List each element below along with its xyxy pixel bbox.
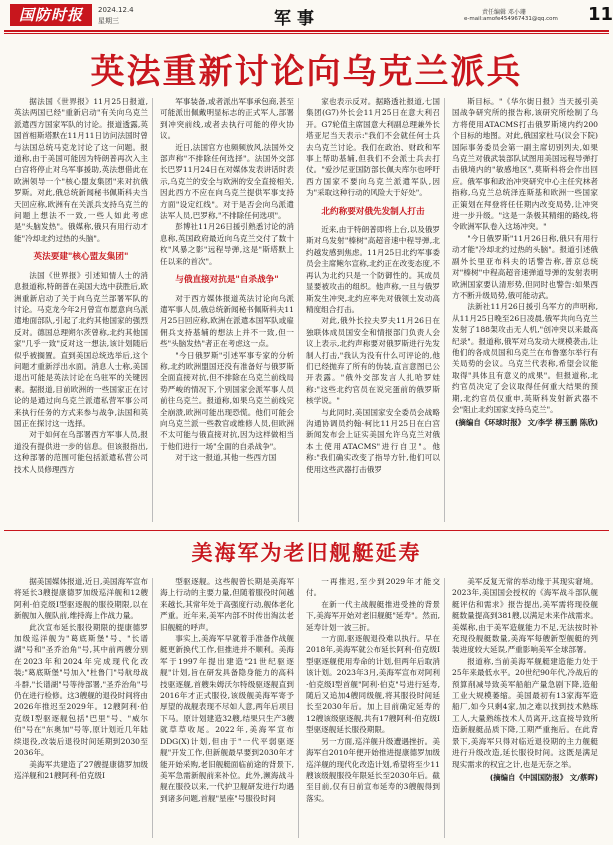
article2-column-3 — [306, 576, 440, 840]
article1-paragraph: 近来,由于特朗普即将上台,以及俄罗斯对乌发射"榛树"高超音速中程导弹,北约越发感到焦虑。11月25日北约军事委员会主席鲍尔宣称,北约正在改变态度,不再认为北约只是一个防御性的。其成员显要被攻击的组织。他声称,一旦与俄罗斯发生冲突,北约应率先对俄领土发动高精度组合打击。 — [306, 225, 440, 314]
article1-column-1 — [14, 96, 148, 526]
masthead-rule-thin — [4, 33, 609, 34]
article2-paragraph: 事实上,美海军早就着手准备作战舰艇更新换代工作,但推进并不顺利。美海军于1997年提出建造"21世纪驱逐舰"计划,旨在研发具备隐身能力的高科技驱逐舰,首艘朱姆沃尔特级驱逐舰直到2016年才正式服役,该级舰美海军寄予厚望的战舰表现不尽如人意,两年后项目下马。原计划建造32艘,结果只生产3艘就草草收尾。2022年,美海军宣布DDG(X)计划,但由于"一代平弱驱逐舰"开发工作,但新舰最早要到2030年才能开始采购,老旧舰艇面临前途的背景下,美军急需新舰前来补位。此外,濒海战斗舰在服役以来,一代护卫舰研发进行均遇到诸多问题,首舰"星座"号服役时间 — [160, 634, 294, 803]
article1-paragraph: 彭博社11月26日援引熟悉讨论的消息称,英国政府最近向乌克兰交付了数十枚"风暴之影"远程导弹,这是"斯塔默上任以来的首次"。 — [160, 222, 294, 266]
article2-column-1 — [14, 576, 148, 840]
article1-paragraph: 斯目标。"《华尔街日报》当天援引美国战争研究所的报告称,该研究所绘制了乌方将使用ATACMS打击俄罗斯境内约200个目标的地图。对此,俄国家杜马(议会下院)国际事务委员会第一副主席切别列夫,如果乌克兰对俄武装部队试图用美国远程导弹打击俄境内的"敏感地区",莫斯科将会作出回应。俄军事和政治冲突研究中心主任究林者指称,乌克兰总统泽连斯基和欧洲一些国家正策划在拜登将任任期内改变局势,让冲突进一步升级。"这是一条极其精细的路线,将令欧洲军队卷入这场冲突。" — [452, 97, 598, 232]
article2-paragraph: 一再推迟,至少到2029年才能交付。 — [306, 577, 440, 598]
article1-paragraph: 近日,法国官方也频频放风,法国外交部声称"不排除任何选择"。法国外交部长巴罗11月24日在对媒体发表讲话时表示,乌克兰的安全与欧洲的安全直接相关,因此西方不应在向乌克兰提供军事支持方面"设定红线"。对于是否会向乌派遣法军人员,巴罗称,"不排除任何选项"。 — [160, 142, 294, 221]
page-number: 11 — [588, 4, 613, 25]
article2-paragraph: 美海军共建造了27艘提康德罗加级巡洋舰和21艘阿利·伯克级Ⅰ — [14, 759, 148, 780]
article2-paragraph: 此次宣布延长服役期限的提康德罗加级巡洋舰为"葛底斯堡"号、"长谱湖"号和"圣乔治角"号,其中前两艘分别在2023年和2024年完成现代化改装;"葛底斯堡"号加入"杜鲁门"号航母战斗群,"长谱湖"号等待部署,"圣乔治角"号仍在进行检修。这3艘舰的退役时间将由2026年推迟至2029年。12艘阿利·伯克级Ⅰ型驱逐舰包括"巴里"号、"威尔伯"号在"东奥加"号等,原计划近几年陆续退役,改装后退役时间延期到2030至2036年。 — [14, 622, 148, 758]
article1-paragraph: "今日俄罗斯"引述军事专家的分析称,北约欧洲盟国还没有准备好与俄罗斯全面直接对抗,但不排除在乌克兰前线局势严峻的情况下,个别国家会派军事人员前往乌克兰。报道称,如果乌克兰前线完全崩溃,欧洲可能出现恐慌。他们可能会向乌克兰派一些教官或维修人员,但欧洲不太可能与俄直接对抗,因为这样做相当于他们进行一场"全面的自杀战争"。 — [160, 350, 294, 451]
article1-subhead-3: 北约称要对俄先发制人打击 — [321, 206, 425, 217]
article2-paragraph: 美军反复无常的举动缘于其现实窘境。2023年,美国国会授权的《海军战斗部队舰艇评估和需求》报告提出,美军需将现役舰艇数量提高到381艘,以满足未来作战需求。美媒称,由于美军造舰能力不足,无法按时补充现役舰艇数量,美海军每艘新型舰艇的列装进度较大延误,严重影响美军全球部署。 — [452, 577, 598, 655]
column-divider — [444, 98, 445, 522]
article1-paragraph: 法国《世界报》引述知情人士的消息报道称,特朗普在美国大选中获胜后,欧洲重新启动了关于向乌克兰部署军队的讨论。马克龙今年2月曾宣布愿意向乌派遣地面部队,引起了北约其他国家的强烈反对。德国总理朔尔茨曾称,北约其他国家"几乎一致"反对这一想法,该计划随后似乎被搁置。直到美国总统选举后,这个问题才重新浮出水面。消息人士称,美国退出可能是英法讨论在乌驻军的关键因素。据报道,目前欧洲的一些国家正在讨论的是通过向乌克兰派遣私营军事公司来执行任务的方式来参与战争,法国和英国正在探讨这一选择。 — [14, 270, 148, 428]
section-title: 军事 — [274, 9, 320, 29]
article1-paragraph: 据法国《世界报》11月25日报道,英法两国已经"重新启动"有关向乌克兰派遣西方国家军队的讨论。报道透露,英国首相斯塔默在11月11日访问法国时曾与法国总统马克龙讨论了这一问题。报道称,由于美国可能因为特朗普再次入主白宫将停止对乌军事援助,英法想借此在欧洲领导一个"核心盟友集团"来对抗俄罗斯。对此,俄总统新闻秘书佩斯科夫当天回应称,欧洲有在关派兵支持乌克兰的问题上想法不一致,一些人如此考虑是"头脑发热"。俄媒称,俄只有用行动才能"冷却北约过热的头脑"。 — [14, 97, 148, 243]
article1-paragraph: 对此,俄外长拉夫罗夫11月26日在独联体成员国安全和情报部门负责人会议上表示,北约声称要对俄罗斯进行先发制人打击,"我认为没有什么可评论的,他们已经抛弃了所有的伪装,直言意图已公开表露。"俄外交部发言人扎哈罗娃称:"这些北约官员在说完蛋前的俄罗斯核学说。" — [306, 316, 440, 406]
article2-headline: 美海军为老旧舰艇延寿 — [191, 541, 422, 565]
article1-paragraph: 法新社11月26日援引乌军方的声明称,从11月25日晚至26日凌晨,俄军共向乌克兰发射了188架攻击无人机,"创冲突以来最高纪录"。报道称,俄军对乌发动大规模袭击,让他们的各成员国和乌克兰在布鲁塞尔举行有关局势的会议。乌克兰代表称,希望会议能取得"具体且有意义的成果"。但报道称,北约官员决定了会议取得任何重大结果的预期,北约官员仅重申,英斯科发射新武器不会"阻止北约国家支持乌克兰"。 — [452, 302, 598, 414]
article1-paragraph: 军事装备,或者派出军事承包商,甚至可能派出佩戴明显标志的正式军人,部署到冲突前线,或者去执行可能的停火协议。 — [160, 97, 294, 141]
article1-headline: 英法重新讨论向乌克兰派兵 — [90, 52, 523, 92]
column-divider — [444, 578, 445, 838]
article2-paragraph: 另一方面,巡洋舰升级遭遇挫折。美海军自2010年便开始推进提康德罗加级巡洋舰的现代化改造计划,希望将至少11艘该级舰服役年限延长至2030年后。截至目前,仅有日前宣布延寿的3艘舰得到落实。 — [306, 736, 440, 803]
column-divider — [152, 578, 153, 838]
article1-paragraph: 与此同时,美国国家安全委员会战略沟通协调员约翰·柯比11月25日在白宫新闻发布会上证实美国允许乌克兰对俄本土使用ATACMS"进行自卫"。他称:"我们确实改变了指导方针,他们可以使用这些武器打击俄罗 — [306, 407, 440, 474]
article2-paragraph: 报道称,当前美海军舰艇建造能力处于25年来最低水平。20世纪90年代,冷战后的预算削减导致美军船舶产量急剧下降,造船工业大规模萎缩。美国最初有13家海军造船厂,如今只剩4家,加之难以找到技术熟练工人,大量熟练技术人员离开,这直接导致所造新舰艇品质下降,工期严重拖后。在此背景下,美海军只得对临近退役期的主力舰艇进行升级改造,延长服役时间。这既是满足现实需求的权宜之计,也是无奈之举。 — [452, 656, 598, 769]
article2-paragraph: 据美国媒体报道,近日,美国海军宣布将延长3艘提康德罗加级巡洋舰和12艘阿利·伯克级Ⅰ型驱逐舰的服役期限,以在新舰加入舰队前,维持海上作战力量。 — [14, 577, 148, 621]
issue-date: 2024.12.4 — [98, 6, 134, 14]
article1-paragraph: 家也表示反对。据路透社报道,七国集团(G7)外长会11月25日在意大利召开。G7轮值主席国意大利副总理兼外长塔亚尼当天表示:"我们不会就任何士兵去乌克兰讨论。我们在政治、财政和军事上帮助基辅,但我们不会派士兵去打仗。"爱沙尼亚国防部长佩夫库尔也呼吁西方国家不要向乌克兰派遣军队,因为"采取这种行动的风险大于好处"。 — [306, 97, 440, 198]
article2-paragraph: 在新一代主战舰艇推进受挫的背景下,美海军开始对老旧舰艇"延寿"。然而,延寿计划一波三折。 — [306, 599, 440, 632]
masthead-rule — [4, 30, 609, 32]
article1-subhead-1: 英法要建"核心盟友集团" — [33, 252, 129, 263]
editor-email: e-mail:amofe454967431@qq.com — [464, 16, 558, 22]
column-divider — [298, 98, 299, 522]
article1-paragraph: 对于西方媒体报道英法讨论向乌派遣军事人员,俄总统新闻秘书佩斯科夫11月25日回应称,欧洲在派遣本国军队或雇佣兵支持基辅的想法上并不一致,但一些"头脑发热"者正在考虑这一点。 — [160, 293, 294, 349]
newspaper-logo: 国防时报 — [10, 4, 92, 26]
column-divider — [152, 98, 153, 522]
article1-byline: (摘编自《环球时报》 文/李学 柳玉鹏 陈欣) — [455, 418, 598, 428]
article1-subhead-2: 与俄直接对抗是"自杀战争" — [175, 275, 279, 286]
column-divider — [298, 578, 299, 838]
article2-paragraph: 型驱逐舰。这些舰曾长期是美海军海上行动的主要力量,但随着服役时间越来越长,其常年处于高强度行动,舰体老化严重。近年来,美军内部不时传出淘汰老旧舰艇的呼声。 — [160, 577, 294, 632]
article1-paragraph: 对于这一报道,其他一些西方国 — [175, 453, 277, 463]
article1-column-2 — [160, 96, 294, 526]
article2-paragraph: 一方面,驱逐舰退役难以执行。早在2018年,美海军就公布延长阿利·伯克级Ⅰ型驱逐舰使用寿命的计划,但两年后取消该计划。2023年3月,美海军宣布对阿利·伯克级Ⅰ型首舰"阿利·伯克"号进行延寿,随后又追加4艘同级舰,将其服役时间延长至2030年后。加上目前确定延寿的12艘该级驱逐舰,共有17艘阿利·伯克级Ⅰ型驱逐舰延长服役期限。 — [306, 634, 440, 735]
issue-weekday: 星期三 — [98, 17, 119, 25]
masthead — [4, 4, 613, 30]
article2-column-2 — [160, 576, 294, 840]
article1-column-3 — [306, 96, 440, 526]
article2-column-4 — [452, 576, 598, 840]
article1-paragraph: 对于如何在乌部署西方军事人员,报道没有提供进一步的信息。但该报指出,这种部署的范围可能包括派遣私营公司技术人员修理西方 — [14, 430, 148, 474]
editor-credit: 责任编辑 邓小珊 — [482, 9, 526, 16]
article-separator — [4, 530, 609, 531]
article1-paragraph: "今日俄罗斯"11月26日称,俄只有用行动才能"冷却北约过热的头脑"。报道引述俄副外长里亚布科夫的话警告称,普京总统对"榛树"中程高超音速弹道导弹的发射表明欧洲国家要认清形势,但同时也警告:如果西方不断升级局势,俄可能动武。 — [452, 233, 598, 300]
article1-column-4 — [452, 96, 598, 526]
article2-byline: (摘编自《中国国防报》 文/蔡晖) — [489, 772, 598, 782]
